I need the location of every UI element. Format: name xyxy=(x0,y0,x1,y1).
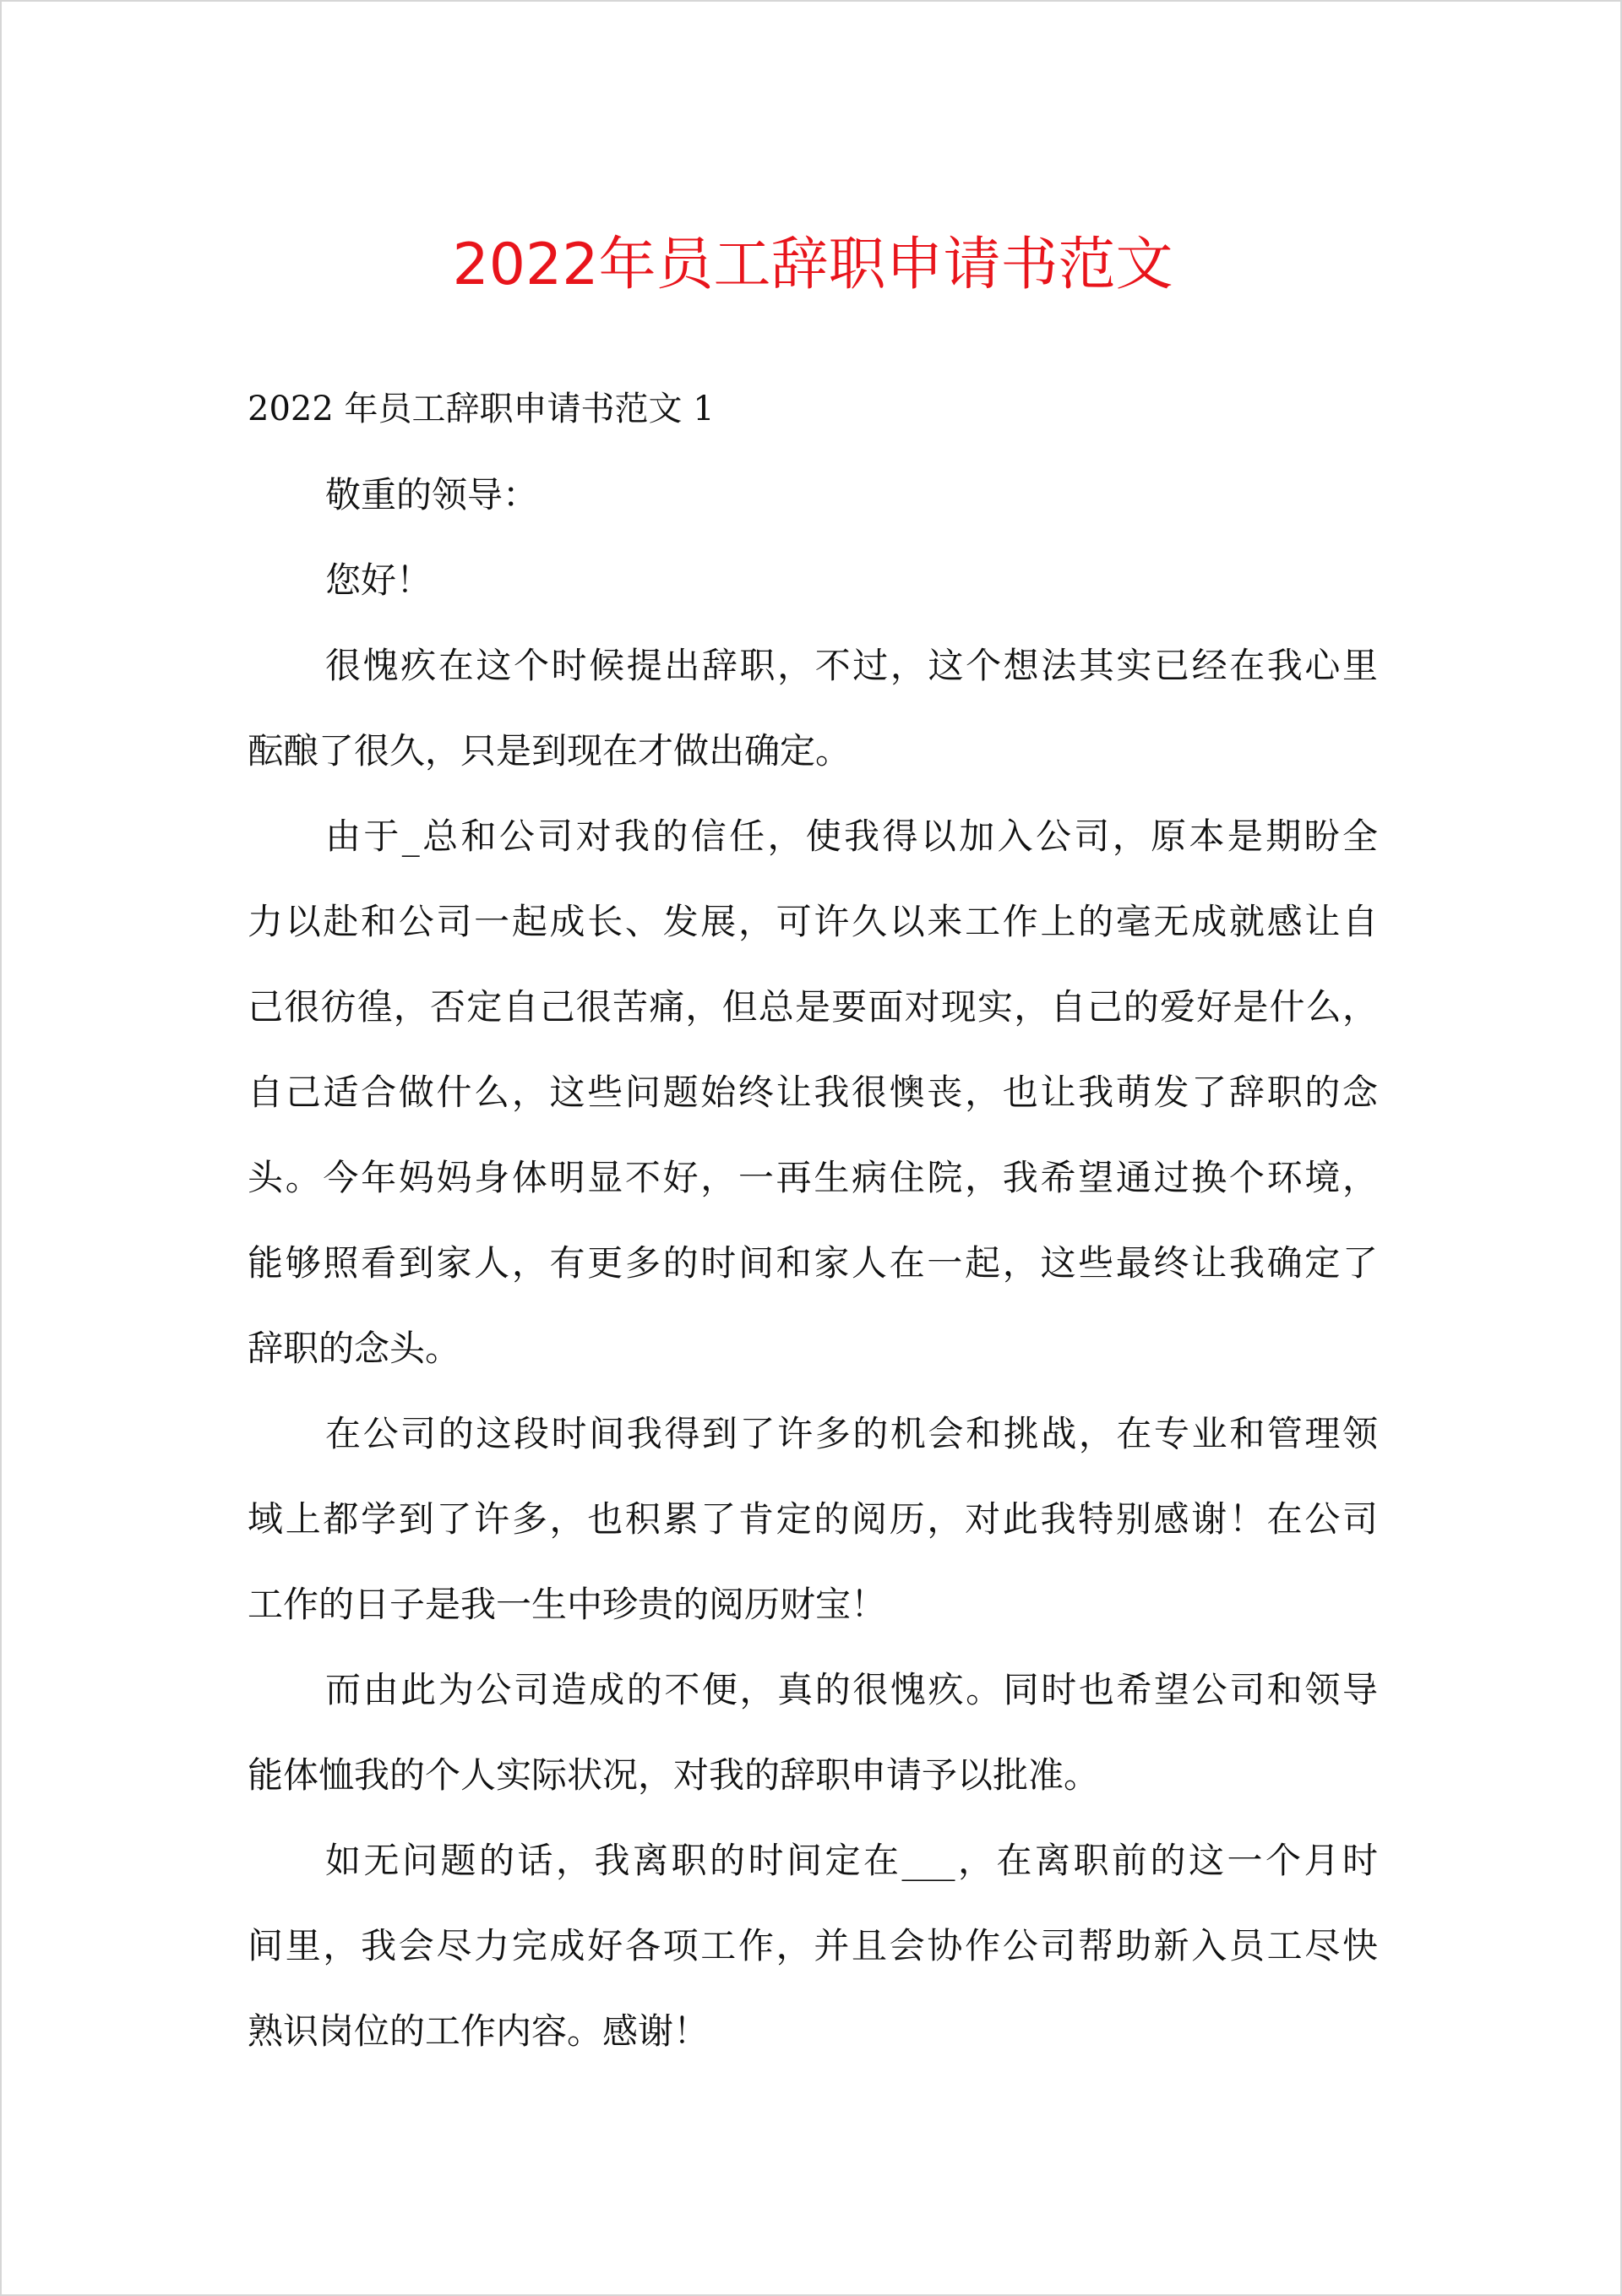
document-body xyxy=(248,367,1378,2074)
paragraph-line: 己很彷徨，否定自己很苦痛，但总是要面对现实，自己的爱好是什么， xyxy=(248,986,1378,1028)
paragraph xyxy=(248,1647,1378,1818)
section-heading: 2022 年员工辞职申请书范文 1 xyxy=(248,390,715,428)
paragraph-line: 酝酿了很久，只是到现在才做出确定。 xyxy=(248,730,852,772)
paragraph-line: 工作的日子是我一生中珍贵的阅历财宝！ xyxy=(248,1584,887,1625)
letter-paragraphs xyxy=(248,623,1378,2074)
paragraph-line: 头。今年妈妈身体明显不好，一再生病住院，我希望通过换个环境， xyxy=(248,1157,1378,1198)
paragraph-line: 间里，我会尽力完成好各项工作，并且会协作公司帮助新入员工尽快 xyxy=(248,1925,1378,1966)
paragraph xyxy=(248,1818,1378,2074)
paragraph-line: 辞职的念头。 xyxy=(248,1328,461,1369)
paragraph-line: 能体恤我的个人实际状况，对我的辞职申请予以批准。 xyxy=(248,1754,1100,1796)
paragraph xyxy=(248,794,1378,1391)
paragraph-line: 由于_总和公司对我的信任，使我得以加入公司，原本是期盼全 xyxy=(325,815,1378,857)
greeting: 您好！ xyxy=(325,559,433,601)
paragraph-line: 熟识岗位的工作内容。感谢！ xyxy=(248,2010,710,2052)
document-title: 2022年员工辞职申请书范文 xyxy=(452,232,1173,298)
salutation: 敬重的领导： xyxy=(325,474,539,515)
paragraph-line: 自己适合做什么，这些问题始终让我很懊丧，也让我萌发了辞职的念 xyxy=(248,1072,1378,1113)
paragraph-line: 域上都学到了许多，也积累了肯定的阅历，对此我特别感谢！在公司 xyxy=(248,1498,1378,1540)
paragraph-line: 如无问题的话，我离职的时间定在___，在离职前的这一个月时 xyxy=(325,1840,1378,1881)
paragraph-line: 力以赴和公司一起成长、发展，可许久以来工作上的毫无成就感让自 xyxy=(248,901,1378,942)
paragraph-line: 能够照看到家人，有更多的时间和家人在一起，这些最终让我确定了 xyxy=(248,1242,1378,1284)
paragraph-line: 而由此为公司造成的不便，真的很愧疚。同时也希望公司和领导 xyxy=(325,1669,1378,1710)
paragraph-line: 很愧疚在这个时候提出辞职，不过，这个想法其实已经在我心里 xyxy=(325,645,1378,686)
paragraph xyxy=(248,623,1378,794)
paragraph-line: 在公司的这段时间我得到了许多的机会和挑战，在专业和管理领 xyxy=(325,1413,1378,1454)
paragraph xyxy=(248,1391,1378,1647)
